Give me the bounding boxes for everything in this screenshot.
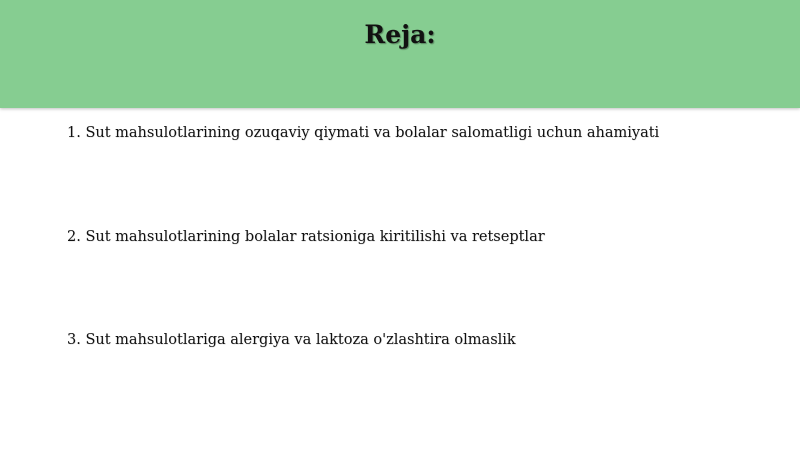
slide-header (0, 0, 800, 108)
plan-item: 2. Sut mahsulotlarining bolalar ratsioniga kiritilishi va retseptlar (67, 229, 545, 245)
plan-item: 1. Sut mahsulotlarining ozuqaviy qiymati va bolalar salomatligi uchun ahamiyati (67, 125, 660, 141)
plan-item: 3. Sut mahsulotlariga alergiya va laktoza o'zlashtira olmaslik (67, 332, 516, 348)
slide-title: Reja: (364, 20, 436, 49)
